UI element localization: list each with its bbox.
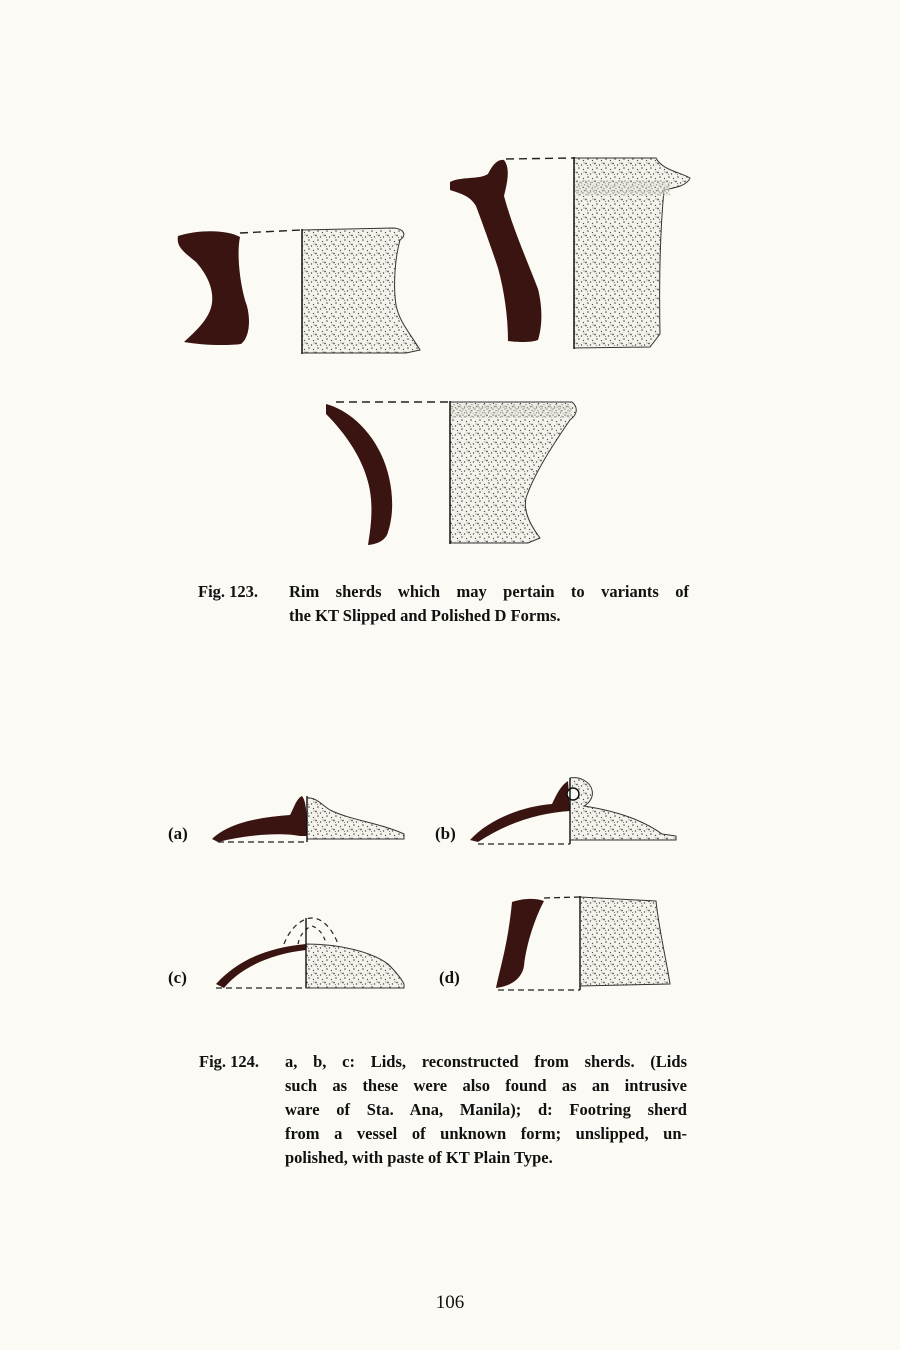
page-number: 106 <box>435 1292 465 1313</box>
caption-line: polished, with paste of KT Plain Type. <box>285 1148 553 1167</box>
lid-c <box>216 918 404 988</box>
lid-a <box>212 796 404 842</box>
lid-a-profile <box>307 798 404 839</box>
panel-label-b: (b) <box>435 824 456 843</box>
figure-124-caption-text <box>285 1050 687 1170</box>
figure-124-number: Fig. 124. <box>199 1052 260 1071</box>
lid-a-section <box>212 796 307 842</box>
lid-c-profile <box>306 944 404 988</box>
footring-sherd-d <box>496 896 670 990</box>
figure-123-number: Fig. 123. <box>198 582 259 601</box>
panel-label-d: (d) <box>439 968 460 987</box>
footring-d-profile <box>580 897 670 986</box>
lid-b-profile <box>570 778 676 840</box>
caption-line: from a vessel of unknown form; unslipped, un- <box>285 1124 687 1143</box>
panel-label-c: (c) <box>168 968 187 987</box>
lid-c-section <box>216 944 306 988</box>
caption-line: the KT Slipped and Polished D Forms. <box>289 606 561 625</box>
lid-c-knob-outline <box>284 918 338 944</box>
figure-124-caption <box>199 1050 699 1175</box>
panel-label-a: (a) <box>168 824 188 843</box>
lid-b-knob-hole <box>567 788 579 800</box>
caption-line: ware of Sta. Ana, Manila); d: Footring sherd <box>285 1100 687 1119</box>
lid-b-section <box>470 781 570 842</box>
lid-b <box>470 778 676 844</box>
footring-d-section <box>496 899 544 988</box>
caption-line: Rim sherds which may pertain to variants of <box>289 582 689 601</box>
caption-line: a, b, c: Lids, reconstructed from sherds. (Lids <box>285 1052 687 1071</box>
caption-line: such as these were also found as an intrusive <box>285 1076 687 1095</box>
